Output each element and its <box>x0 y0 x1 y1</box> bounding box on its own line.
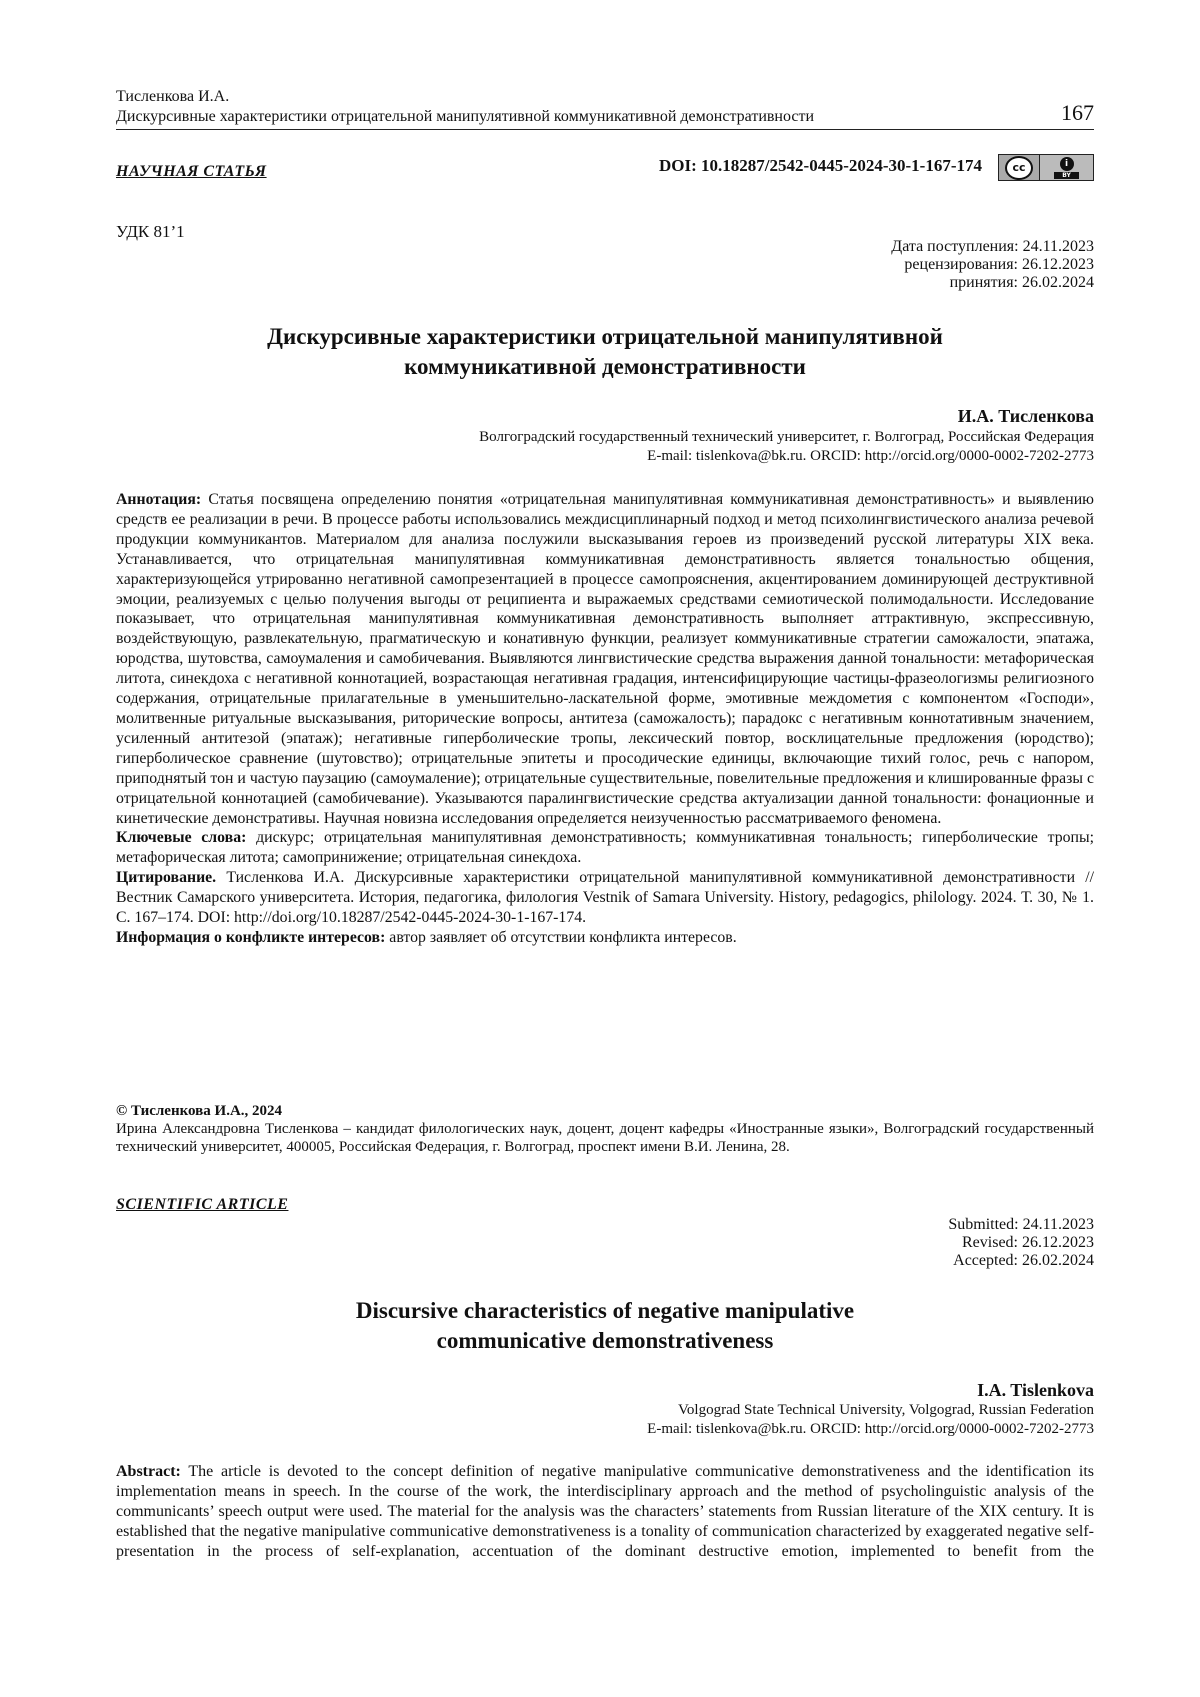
contact-text[interactable]: E-mail: tislenkova@bk.ru. ORCID: http://orcid.org/0000-0002-7202-2773 <box>647 448 1094 464</box>
affiliation-text: Волгоградский государственный технический университет, г. Волгоград, Российская Федерация <box>479 429 1094 445</box>
cc-icon: cc <box>1005 156 1033 180</box>
date-received: Дата поступления: 24.11.2023 <box>891 238 1094 255</box>
abstract-ru <box>116 490 1094 828</box>
abstract-text-en: The article is devoted to the concept definition of negative manipulative communicative demonstrativeness and the identification its implementation means in speech. In the course of the work, the interdisciplinary approach and the method of psycholinguistic analysis of the communicants’ speech output were used. The material for the analysis was the characters’ statements from Russian literature of the XIX century. It is established that the negative manipulative communicative demonstrativeness is a tonality of communication characterized by exaggerated negative self-presentation in the process of self-explanation, accentuation of the dominant destructive emotion, implemented to benefit from the <box>116 1463 1094 1560</box>
running-header-author: Тисленкова И.А. <box>116 88 230 105</box>
cc-by-license-badge[interactable] <box>998 154 1094 181</box>
abstract-block-ru <box>116 490 1094 948</box>
abstract-text: Статья посвящена определению понятия «отрицательная манипулятивная коммуникативная демонстративность» и выявлению средств ее реализации в речи. В процессе работы использовались междисциплинарный подход и метод психолингвистического анализа речевой продукции коммуникантов. Материалом для анализа послужили высказывания героев из произведений русской литературы XIX века. Устанавливается, что отрицательная манипулятивная коммуникативная демонстративность является тональностью общения, характеризующейся утрированно негативной самопрезентацией в процессе самопрояснения, акцентированием доминирующей деструктивной эмоции, реализуемых с целью получения выгоды от реципиента и выражаемых средствами семиотической полимодальности. Исследование показывает, что отрицательная манипулятивная коммуникативная демонстративность выполняет аттрактивную, экспрессивную, воздействующую, развлекательную, прагматическую и конативную функции, реализует коммуникативные стратегии саможалости, эпатажа, юродства, шутовства, самоумаления и самобичевания. Выявляются лингвистические средства выражения данной тональности: метафорическая литота, синекдоха с негативной коннотацией, возрастающая негативная градация, интенсифицирующие частицы-фразеологизмы религиозного содержания, отрицательные прилагательные в уменьшительно-ласкательной форме, эмотивные междометия с компонентом «Господи», молитвенные ритуальные высказывания, риторические вопросы, антитеза (саможалость); парадокс с негативным коннотативным значением, усиленный антитезой (эпатаж); негативные гиперболические тропы, лексический повтор, восклицательные предложения (юродство); гиперболическое сравнение (шутовство); отрицательные эпитеты и просодические единицы, включающие тихий голос, речь с напором, приподнятый тон и частую паузацию (самоумаление); отрицательные существительные, повелительные предложения и клишированные фразы с отрицательной коннотацией (самобичевание). Указываются паралингвистические средства актуализации данной тональности: фонационные и кинетические демонстративы. Научная новизна исследования определяется неизученностью рассматриваемого феномена. <box>116 491 1094 827</box>
abstract-label-en: Abstract: <box>116 1463 181 1480</box>
title-line-1-en: Discursive characteristics of negative manipulative <box>355 1298 855 1323</box>
dates-ru <box>891 238 1094 292</box>
conflict-text: автор заявляет об отсутствии конфликта интересов. <box>385 928 737 946</box>
article-title-ru <box>116 322 1094 382</box>
author-bio: Ирина Александровна Тисленкова – кандидат филологических наук, доцент, доцент кафедры «Иностранные языки», Волгоградский государственный технический университет, 400005, Российская Федерация, г. Волгоград, проспект имени В.И. Ленина, 28. <box>116 1121 1094 1155</box>
copyright: © Тисленкова И.А., 2024 <box>116 1103 283 1119</box>
citation-ru <box>116 868 1094 928</box>
citation-label: Цитирование. <box>116 869 217 887</box>
date-revised: Revised: 26.12.2023 <box>962 1234 1094 1251</box>
author-ru: И.А. Тисленкова <box>957 406 1094 426</box>
keywords-ru <box>116 828 1094 868</box>
date-accepted-en: Accepted: 26.02.2024 <box>953 1252 1094 1269</box>
conflict-label: Информация о конфликте интересов: <box>116 928 386 946</box>
cc-logo-section <box>999 155 1040 180</box>
abstract-en <box>116 1462 1094 1562</box>
article-type-label-en: SCIENTIFIC ARTICLE <box>116 1196 289 1213</box>
running-header-title: Дискурсивные характеристики отрицательной манипулятивной коммуникативной демонстративности <box>116 108 815 125</box>
keywords-text: дискурс; отрицательная манипулятивная демонстративность; коммуникативная тональность; гиперболические тропы; метафорическая литота; самопринижение; отрицательная синекдоха. <box>116 829 1094 867</box>
title-line-1: Дискурсивные характеристики отрицательной манипулятивной <box>267 324 943 349</box>
date-accepted: принятия: 26.02.2024 <box>949 274 1094 291</box>
by-section <box>1040 155 1093 180</box>
page-number: 167 <box>1061 100 1094 125</box>
abstract-label: Аннотация: <box>116 491 202 508</box>
author-en: I.A. Tislenkova <box>977 1380 1094 1400</box>
conflict-ru <box>116 928 1094 948</box>
title-line-2: коммуникативной демонстративности <box>404 354 806 379</box>
article-title-en <box>116 1296 1094 1356</box>
affiliation-en <box>647 1401 1094 1439</box>
by-label: BY <box>1054 172 1079 179</box>
title-line-2-en: communicative demonstrativeness <box>436 1328 774 1353</box>
attribution-icon: i <box>1060 157 1074 171</box>
udk-code: УДК 81’1 <box>116 222 185 241</box>
keywords-label: Ключевые слова: <box>116 829 247 847</box>
contact-text-en[interactable]: E-mail: tislenkova@bk.ru. ORCID: http://orcid.org/0000-0002-7202-2773 <box>647 1421 1094 1437</box>
affiliation-ru <box>479 428 1094 466</box>
date-submitted: Submitted: 24.11.2023 <box>948 1216 1094 1233</box>
affiliation-text-en: Volgograd State Technical University, Volgograd, Russian Federation <box>678 1402 1094 1418</box>
dates-en <box>948 1216 1094 1270</box>
copyright-block <box>116 1102 1094 1156</box>
date-reviewed: рецензирования: 26.12.2023 <box>904 256 1094 273</box>
doi: DOI: 10.18287/2542-0445-2024-30-1-167-174 <box>659 156 982 175</box>
abstract-block-en <box>116 1462 1094 1562</box>
article-type-label-ru: НАУЧНАЯ СТАТЬЯ <box>116 163 267 180</box>
header-rule <box>116 129 1094 130</box>
citation-text: Тисленкова И.А. Дискурсивные характеристики отрицательной манипулятивной коммуникативной демонстративности // Вестник Самарского университета. История, педагогика, филология Vestnik of Samara University. History, pedagogics, philology. 2024. Т. 30, № 1. С. 167–174. DOI: http://doi.org/10.18287/2542-0445-2024-30-1-167-174. <box>116 869 1094 927</box>
